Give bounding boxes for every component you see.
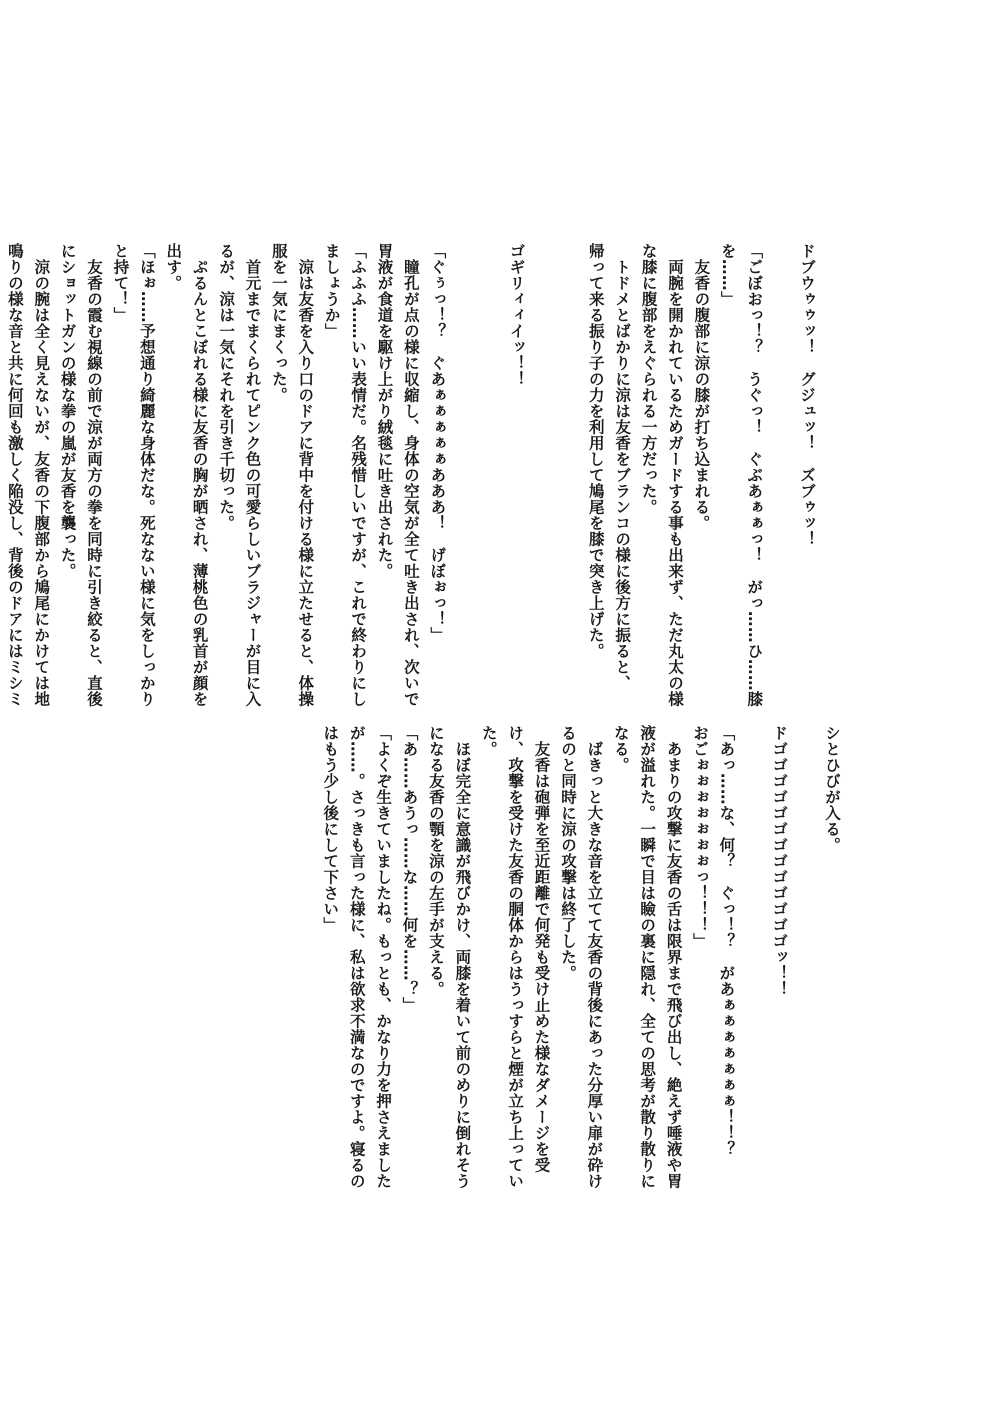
text-line: 「ごぼおっ！？ うぐっ！ ぐぶあぁぁっ！ がっ……ひ……膝 [745,243,764,707]
text-line: なる。 [611,725,630,773]
text-line: 液が溢れた。一瞬で目は瞼の裏に隠れ、全ての思考が散り散りに [638,725,657,1189]
text-line: 「ぐぅっ！？ ぐあぁぁぁぁぁあああ！ げぼぉっ！」 [428,243,447,643]
text-line [767,243,793,698]
text-line: け、攻撃を受けた友香の胴体からはうっすらと煙が立ち上ってい [506,725,525,1189]
text-line: ドブウゥゥッ！ グジュッ！ ズブゥッ！ [798,243,816,547]
text-line: ドゴゴゴゴゴゴゴゴゴゴゴゴゴッ！！ [770,725,789,997]
text-line: 両腕を開かれているためガードする事も出来ず、ただ丸太の様 [665,243,684,707]
text-line: ほぼ完全に意識が飛びかけ、両膝を着いて前のめりに倒れそう [453,725,472,1189]
text-line: 服を一気にまくった。 [269,243,288,403]
text-line: と持て！」 [111,243,130,323]
text-line: 「ふふふ……いい表情だ。名残惜しいですが、これで終わりにし [349,243,368,707]
text-line: 帰って来る振り子の力を利用して鳩尾を膝で突き上げた。 [586,243,605,659]
text-line: 「ほぉ……予想通り綺麗な身体だな。死なない様に気をしっかり [137,243,156,707]
text-line: シとひびが入る。 [823,725,841,853]
text-line: 「あっ……な、何？ ぐっ！？ があぁぁぁぁぁぁぁ！！？ [717,725,736,1157]
text-line: が……。さっきも言った様に、私は欲求不満なのですよ。寝るの [347,725,366,1189]
text-line: になる友香の顎を涼の左手が支える。 [426,725,445,997]
text-line: ぷるんとこぼれる様に友香の胸が晒され、薄桃色の乳首が顔を [190,243,209,707]
text-line: 「あ……あうっ……な……何を……？」 [400,725,419,1013]
text-line: あまりの攻撃に友香の舌は限界まで飛び出し、絶えず唾液や胃 [664,725,683,1189]
text-line: を……」 [718,243,737,307]
text-line [450,243,476,698]
lower-text-block [321,725,845,1190]
text-line: 出す。 [164,243,183,291]
text-line: ゴギリィィイッ！！ [507,243,526,387]
text-line: るが、涼は一気にそれを引き千切った。 [217,243,236,531]
text-line: な膝に腹部をえぐられる一方だった。 [639,243,658,515]
text-line: ばきっと大きな音を立てて友香の背後にあった分厚い扉が砕け [585,725,604,1189]
text-line: 首元までまくられてピンク色の可愛らしいブラジャーが目に入 [243,243,262,707]
text-line: 「よくぞ生きていましたね。もっとも、かなり力を押さえました [374,725,393,1189]
text-line: るのと同時に涼の攻撃は終了した。 [558,725,577,981]
text-line: にショットガンの様な拳の嵐が友香を襲った。 [58,243,77,579]
text-line [530,243,556,698]
text-line: 友香は砲弾を至近距離で何発も受け止めた様なダメージを受 [532,725,551,1173]
text-line: ましょうか」 [322,243,341,339]
text-line: た。 [479,725,498,757]
text-line: 瞳孔が点の様に収縮し、身体の空気が全て吐き出され、次いで [401,243,420,707]
text-line: 鳴りの様な音と共に何回も激しく陥没し、背後のドアにはミシミ [5,243,24,707]
text-line: おごぉぉぉぉぉぉぉっ！！！」 [690,725,709,949]
text-line: トドメとばかりに涼は友香をブランコの様に後方に振ると、 [613,243,632,691]
text-line [477,243,503,698]
text-line: 涼の腕は全く見えないが、友香の下腹部から鳩尾にかけては地 [32,243,51,707]
text-line: 涼は友香を入り口のドアに背中を付ける様に立たせると、体操 [296,243,315,707]
text-line: 友香の腹部に涼の膝が打ち込まれる。 [692,243,711,531]
text-line [556,243,582,698]
text-line: はもう少し後にして下さい」 [321,725,340,933]
text-line: 友香の霞む視線の前で涼が両方の拳を同時に引き絞ると、直後 [85,243,104,707]
text-line: 胃液が食道を駆け上がり絨毯に吐き出された。 [375,243,394,579]
text-line [792,725,818,1190]
text-line [739,725,765,1190]
upper-text-block [5,243,820,707]
